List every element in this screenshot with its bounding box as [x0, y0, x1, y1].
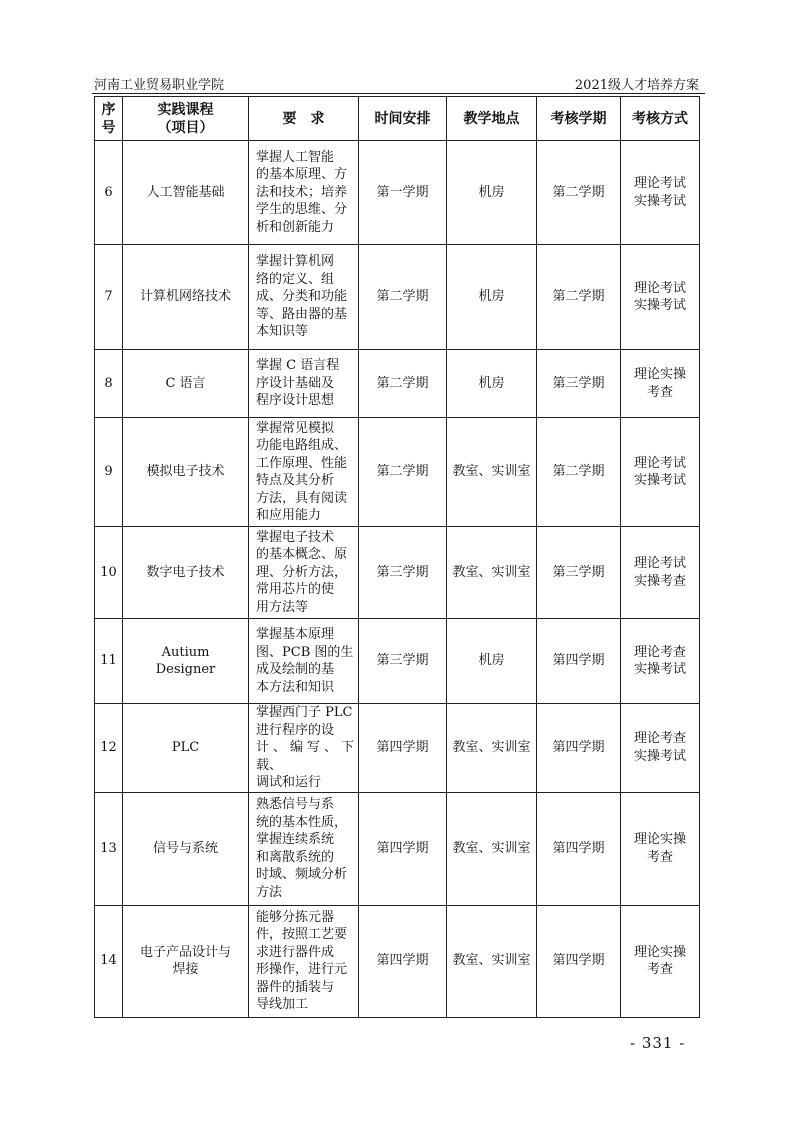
- requirement-line: 学生的思维、分: [256, 202, 348, 218]
- cell-no: 11: [95, 619, 123, 704]
- header-time-text: 时间安排: [374, 110, 431, 127]
- requirement-line: 用方法等: [256, 599, 309, 615]
- cell-course: [123, 905, 249, 1017]
- table-row: [95, 527, 700, 619]
- requirement-line: 方法，具有阅读: [256, 490, 348, 506]
- cell-place: 教室、实训室: [447, 792, 537, 905]
- exam-method-line: 理论考试: [633, 176, 686, 191]
- cell-exam-term: 第三学期: [537, 350, 621, 418]
- cell-requirement: [249, 350, 359, 418]
- requirement-line: 熟悉信号与系: [256, 797, 335, 812]
- course-name-line: 焊接: [172, 962, 199, 977]
- cell-no: 10: [95, 527, 123, 619]
- header-plan-title: 2021级人才培养方案: [574, 78, 699, 93]
- cell-place: 机房: [447, 350, 537, 418]
- requirement-line: 法和技术；培养: [256, 184, 348, 200]
- cell-exam-method: [621, 350, 700, 418]
- cell-time: 第四学期: [359, 905, 447, 1017]
- cell-course: [123, 350, 249, 418]
- table-row: [95, 619, 700, 704]
- requirement-line: 常用芯片的使: [256, 582, 335, 598]
- requirement-line: 掌握电子技术: [256, 529, 335, 545]
- cell-exam-method: [621, 704, 700, 793]
- cell-exam-term: 第二学期: [537, 245, 621, 350]
- requirement-line: 掌握人工智能: [256, 149, 335, 165]
- header-course-text: 实践课程: [157, 101, 214, 118]
- requirement-line: 和离散系统的: [256, 849, 335, 865]
- header-no-text: 序: [101, 101, 116, 118]
- table-row: [95, 245, 700, 350]
- exam-method-line: 考查: [646, 962, 673, 977]
- requirement-line: 掌握计算机网: [256, 254, 335, 270]
- exam-method-line: 理论考试: [633, 455, 686, 471]
- requirement-line: 掌握西门子 PLC: [256, 705, 353, 720]
- cell-requirement: [249, 245, 359, 350]
- cell-time: 第三学期: [359, 527, 447, 619]
- header-no-text: 号: [101, 119, 116, 136]
- header-place: [447, 97, 537, 141]
- cell-time: 第四学期: [359, 704, 447, 793]
- cell-requirement: [249, 418, 359, 527]
- requirement-line: 工作原理、性能: [256, 455, 348, 471]
- header-exam-term: [537, 97, 621, 141]
- requirement-line: 和应用能力: [256, 508, 322, 523]
- requirement-line: 方法: [256, 884, 283, 900]
- cell-exam-term: 第四学期: [537, 704, 621, 793]
- requirement-line: 时域、频域分析: [256, 867, 348, 882]
- header-rule: [92, 93, 705, 94]
- cell-no: 12: [95, 704, 123, 793]
- requirement-line: 统的基本性质，: [256, 814, 348, 830]
- cell-place: 教室、实训室: [447, 704, 537, 793]
- table-row: [95, 141, 700, 245]
- course-name-line: 电子产品设计与: [139, 944, 231, 960]
- requirement-line: 功能电路组成、: [256, 438, 348, 453]
- cell-exam-term: 第三学期: [537, 527, 621, 619]
- exam-method-line: 实操考试: [633, 473, 686, 488]
- requirement-line: 能够分拣元器: [256, 909, 335, 925]
- header-requirement-text: 要 求: [282, 110, 325, 127]
- requirement-line: 件，按照工艺要: [256, 927, 348, 942]
- requirement-line: 析和创新能力: [256, 219, 335, 235]
- cell-no: 6: [95, 141, 123, 245]
- header-school-name: 河南工业贸易职业学院: [94, 78, 225, 93]
- exam-method-line: 理论考查: [633, 644, 686, 660]
- cell-no: 14: [95, 905, 123, 1017]
- requirement-line: 本知识等: [256, 324, 309, 340]
- cell-requirement: [249, 792, 359, 905]
- requirement-line: 本方法和知识: [256, 679, 335, 695]
- cell-course: [123, 619, 249, 704]
- exam-method-line: 实操考试: [633, 193, 686, 209]
- cell-exam-method: [621, 792, 700, 905]
- requirement-line: 调试和运行: [256, 775, 322, 790]
- requirement-line: 图、PCB 图的生: [256, 644, 354, 660]
- cell-course: [123, 704, 249, 793]
- requirement-line: 程序设计思想: [256, 393, 335, 409]
- cell-exam-method: [621, 141, 700, 245]
- cell-exam-method: [621, 245, 700, 350]
- cell-course: [123, 418, 249, 527]
- header-exam-method-text: 考核方式: [632, 110, 688, 127]
- cell-place: 机房: [447, 141, 537, 245]
- requirement-line: 掌握常见模拟: [256, 420, 335, 436]
- cell-time: 第三学期: [359, 619, 447, 704]
- cell-requirement: [249, 905, 359, 1017]
- course-name-line: PLC: [171, 740, 200, 755]
- exam-method-line: 理论考试: [633, 280, 686, 296]
- cell-place: 教室、实训室: [447, 527, 537, 619]
- cell-time: 第一学期: [359, 141, 447, 245]
- table-row: [95, 905, 700, 1017]
- header-time: [359, 97, 447, 141]
- requirement-line: 计、编写、下载、: [256, 740, 354, 773]
- cell-exam-method: [621, 619, 700, 704]
- cell-exam-term: 第四学期: [537, 792, 621, 905]
- requirement-line: 的基本原理、方: [256, 167, 348, 183]
- header-exam-term-text: 考核学期: [550, 110, 607, 127]
- exam-method-line: 理论考查: [633, 731, 686, 747]
- page-number: - 331 -: [630, 1034, 686, 1052]
- practice-course-table: [94, 96, 700, 1018]
- course-name-line: Autium: [161, 644, 210, 660]
- exam-method-line: 实操考试: [633, 298, 686, 313]
- cell-requirement: [249, 704, 359, 793]
- requirement-line: 掌握 C 语言程: [256, 358, 340, 374]
- requirement-line: 进行程序的设: [256, 722, 335, 738]
- course-name-line: 数字电子技术: [146, 564, 225, 580]
- cell-exam-term: 第四学期: [537, 905, 621, 1017]
- requirement-line: 特点及其分析: [256, 473, 335, 488]
- cell-place: 教室、实训室: [447, 905, 537, 1017]
- cell-exam-term: 第四学期: [537, 619, 621, 704]
- course-name-line: 信号与系统: [152, 840, 218, 856]
- cell-exam-term: 第二学期: [537, 141, 621, 245]
- requirement-line: 络的定义、组: [256, 271, 335, 287]
- cell-exam-method: [621, 527, 700, 619]
- cell-no: 9: [95, 418, 123, 527]
- cell-time: 第四学期: [359, 792, 447, 905]
- table-row: [95, 418, 700, 527]
- table-row: [95, 792, 700, 905]
- requirement-line: 掌握基本原理: [256, 627, 335, 642]
- cell-course: [123, 527, 249, 619]
- requirement-line: 导线加工: [256, 997, 309, 1012]
- exam-method-line: 理论考试: [633, 556, 686, 571]
- cell-requirement: [249, 527, 359, 619]
- course-name-line: 模拟电子技术: [146, 464, 225, 480]
- course-name-line: 人工智能基础: [146, 184, 225, 200]
- exam-method-line: 考查: [646, 384, 673, 400]
- cell-course: [123, 792, 249, 905]
- cell-course: [123, 245, 249, 350]
- header-requirement: [249, 97, 359, 141]
- requirement-line: 掌握连续系统: [256, 832, 335, 847]
- header-course: [123, 97, 249, 141]
- cell-time: 第二学期: [359, 418, 447, 527]
- course-name-line: C 语言: [165, 375, 206, 391]
- exam-method-line: 实操考查: [633, 573, 686, 589]
- cell-no: 8: [95, 350, 123, 418]
- cell-requirement: [249, 141, 359, 245]
- header-no: [95, 97, 123, 141]
- cell-requirement: [249, 619, 359, 704]
- requirement-line: 的基本概念、原: [256, 547, 348, 563]
- table-header-row: [95, 97, 700, 141]
- course-name-line: 计算机网络技术: [139, 289, 231, 305]
- course-name-line: Designer: [155, 662, 216, 677]
- requirement-line: 理、分析方法，: [256, 564, 348, 580]
- requirement-line: 成、分类和功能: [256, 289, 348, 305]
- exam-method-line: 实操考试: [633, 662, 686, 677]
- table-row: [95, 704, 700, 793]
- cell-exam-method: [621, 905, 700, 1017]
- exam-method-line: 考查: [646, 849, 673, 865]
- cell-exam-term: 第二学期: [537, 418, 621, 527]
- exam-method-line: 实操考试: [633, 748, 686, 764]
- exam-method-line: 理论实操: [633, 832, 686, 847]
- header-course-text: （项目）: [157, 119, 214, 136]
- requirement-line: 求进行器件成: [256, 944, 335, 960]
- requirement-line: 序设计基础及: [256, 375, 335, 391]
- cell-exam-method: [621, 418, 700, 527]
- exam-method-line: 理论实操: [633, 944, 686, 960]
- cell-place: 机房: [447, 245, 537, 350]
- exam-method-line: 理论实操: [633, 367, 686, 382]
- header-exam-method: [621, 97, 700, 141]
- cell-place: 机房: [447, 619, 537, 704]
- cell-course: [123, 141, 249, 245]
- cell-no: 13: [95, 792, 123, 905]
- cell-time: 第二学期: [359, 245, 447, 350]
- requirement-line: 形操作，进行元: [256, 962, 348, 977]
- table-row: [95, 350, 700, 418]
- cell-no: 7: [95, 245, 123, 350]
- cell-place: 教室、实训室: [447, 418, 537, 527]
- requirement-line: 等、路由器的基: [256, 306, 348, 322]
- header-place-text: 教学地点: [463, 110, 520, 127]
- requirement-line: 成及绘制的基: [256, 662, 335, 677]
- requirement-line: 器件的插装与: [256, 979, 335, 995]
- cell-time: 第二学期: [359, 350, 447, 418]
